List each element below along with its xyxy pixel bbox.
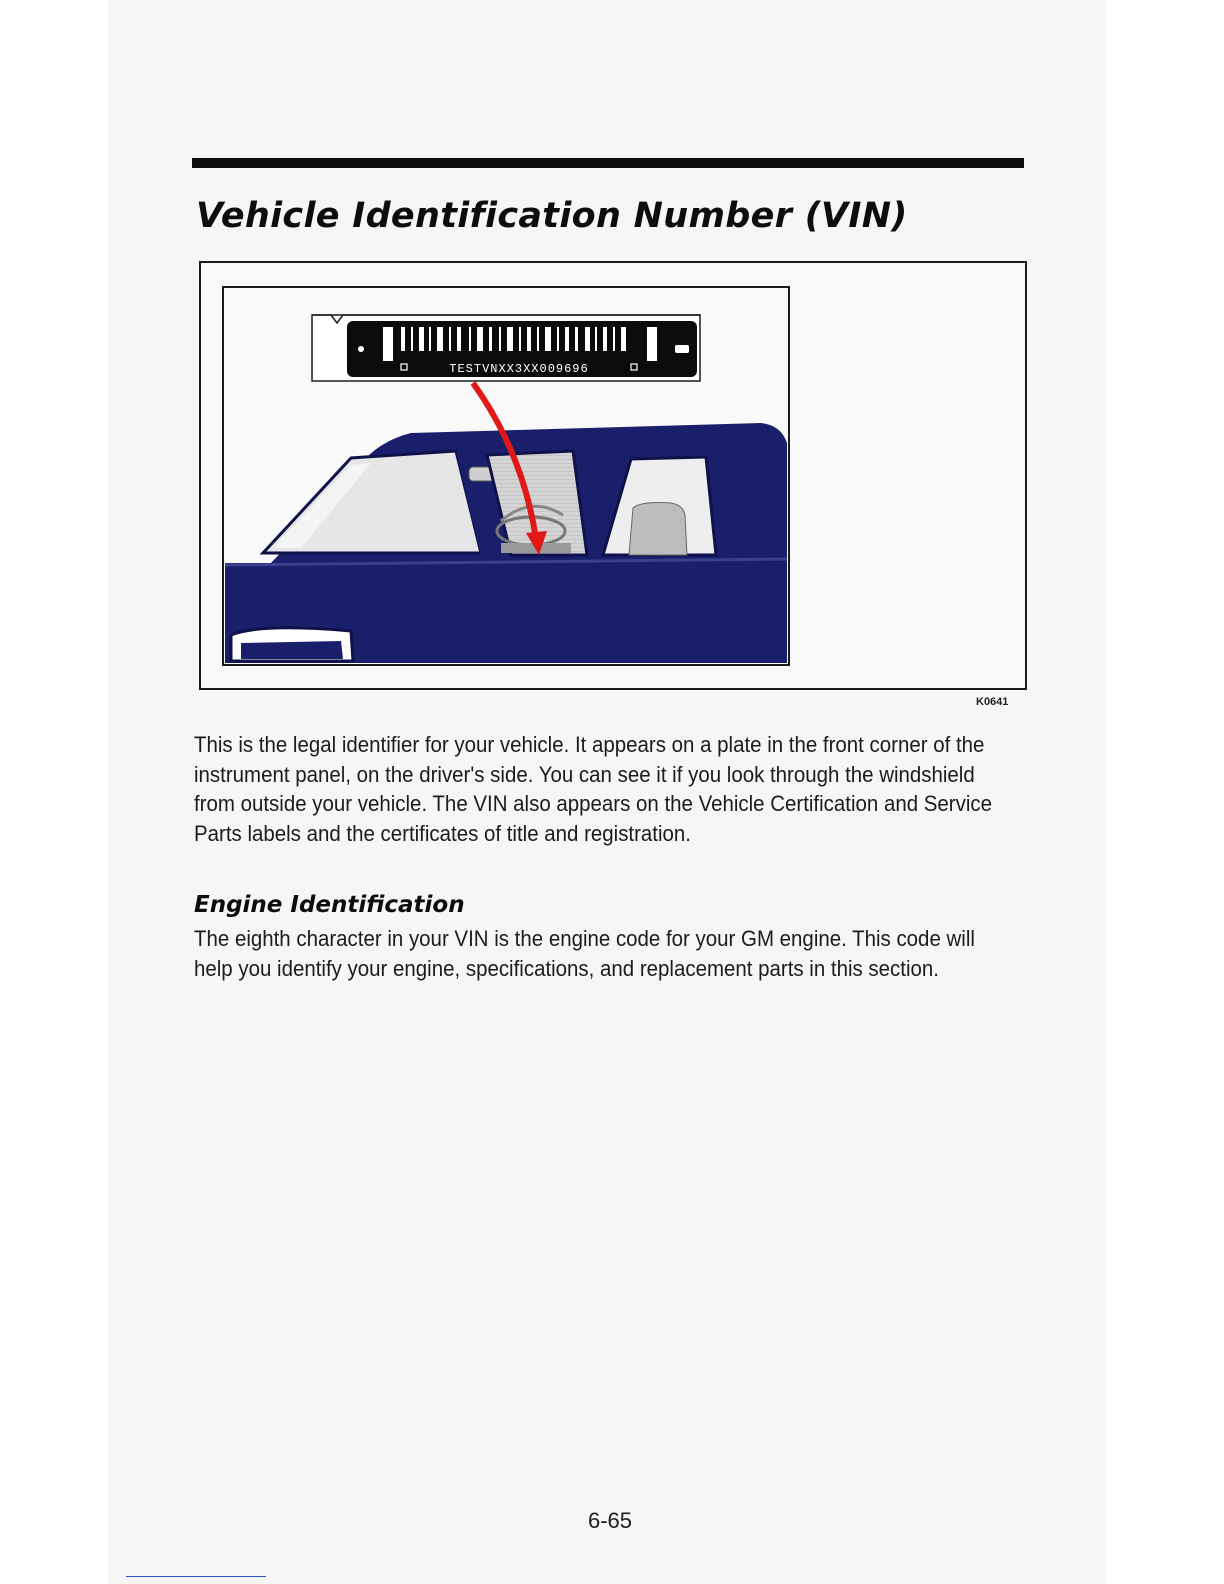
engine-identification-heading: Engine Identification	[194, 892, 465, 918]
vin-plate-text: TESTVNXX3XX009696	[449, 362, 589, 376]
footer-link-underline[interactable]	[126, 1576, 266, 1577]
vin-figure	[199, 261, 1027, 690]
vin-plate-callout	[312, 315, 700, 381]
section-rule	[192, 158, 1024, 168]
engine-identification-paragraph: The eighth character in your VIN is the engine code for your GM engine. This code will help you identify your engine, specifications, and replacement parts in this section.	[194, 926, 975, 981]
page-number: 6-65	[587, 1508, 633, 1533]
figure-code: K0641	[976, 696, 1009, 708]
vin-illustration	[201, 263, 1025, 688]
section-title: Vehicle Identification Number (VIN)	[196, 196, 908, 236]
vin-description-paragraph: This is the legal identifier for your vehicle. It appears on a plate in the front corner of the instrument panel, on the driver's side. You can see it if you look through the windshield from outside your vehicle. The VIN also appears on the Vehicle Certification and Service Parts labels and the certificates of title and registration.	[194, 732, 992, 846]
